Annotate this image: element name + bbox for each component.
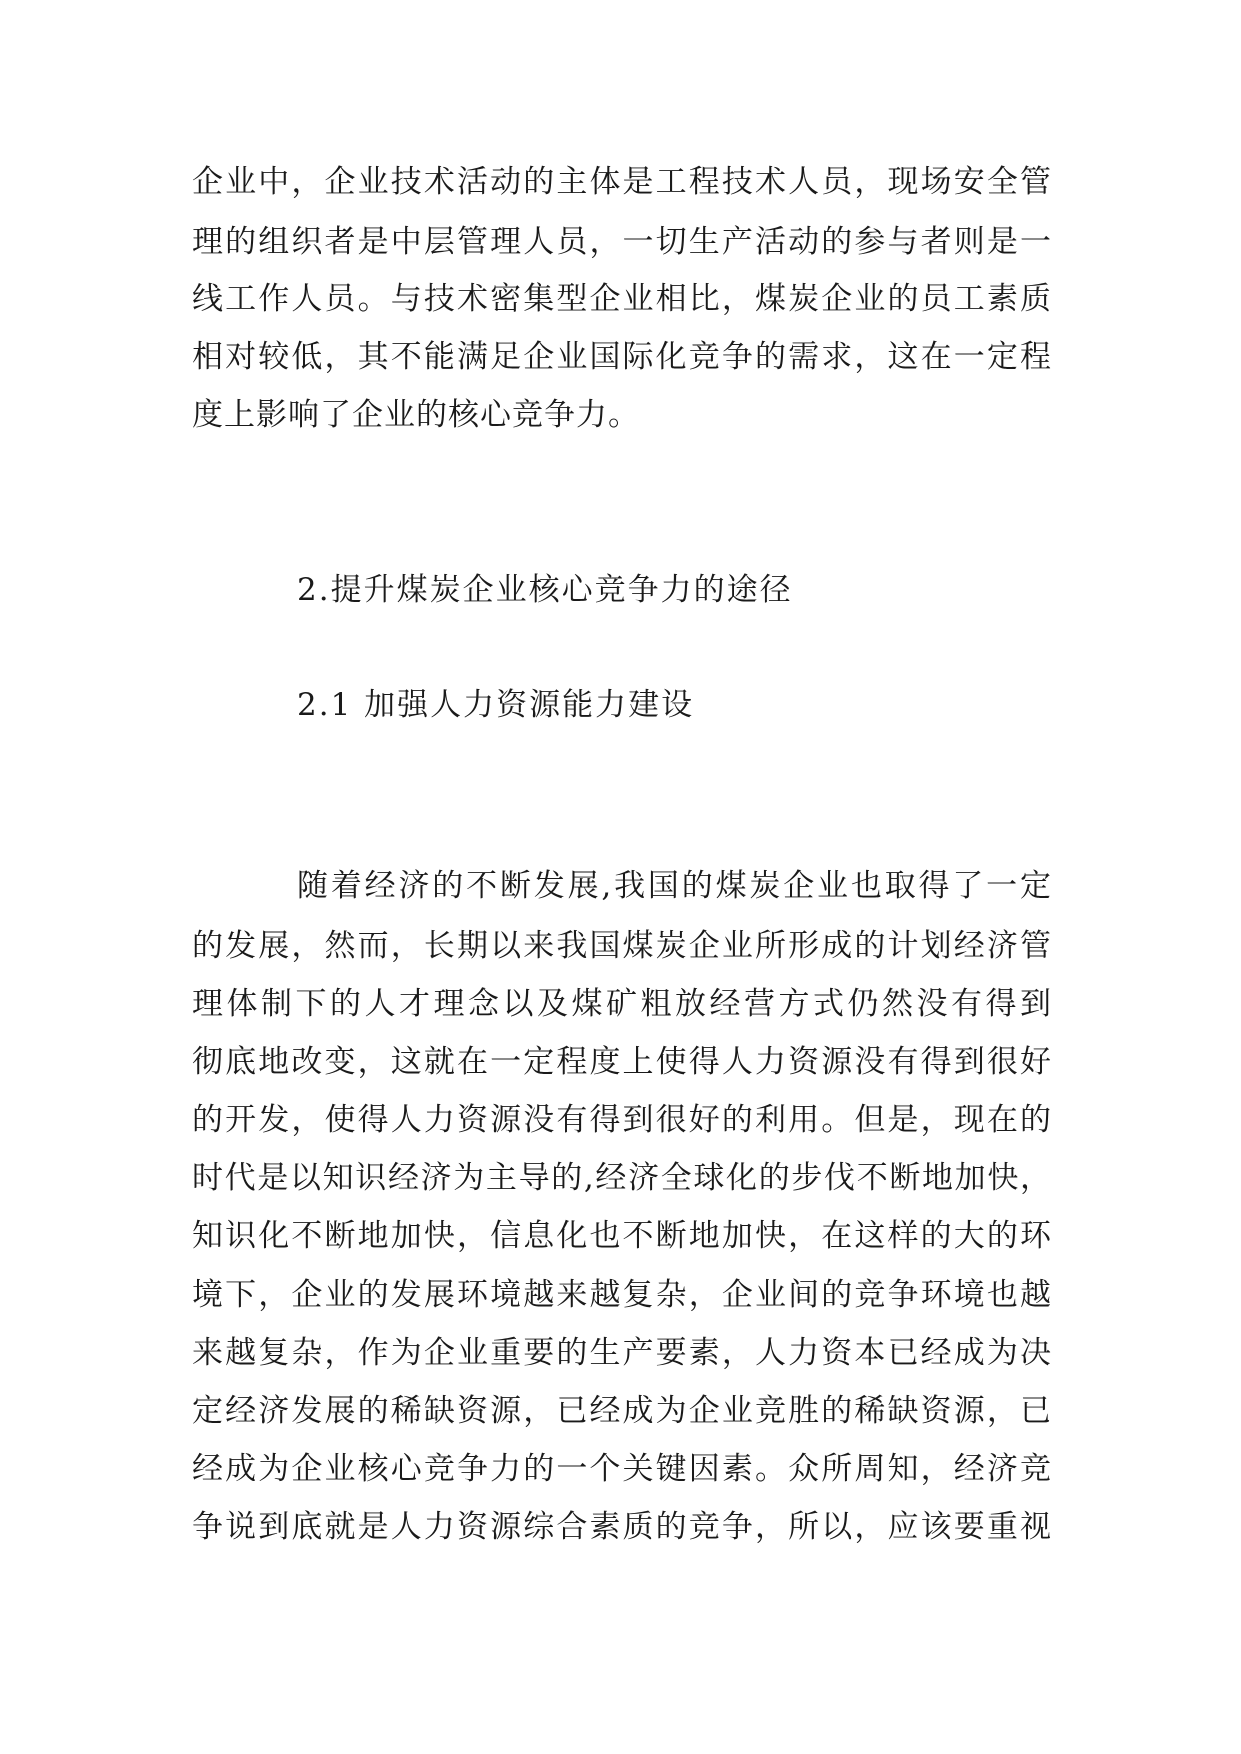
paragraph-line: 的发展，然而，长期以来我国煤炭企业所形成的计划经济管: [192, 928, 1052, 964]
paragraph-line: 境下，企业的发展环境越来越复杂，企业间的竞争环境也越: [192, 1277, 1052, 1313]
paragraph-line: 线工作人员。与技术密集型企业相比，煤炭企业的员工素质: [192, 281, 1052, 317]
paragraph-line: 来越复杂，作为企业重要的生产要素，人力资本已经成为决: [192, 1335, 1052, 1371]
paragraph-line: 彻底地改变，这就在一定程度上使得人力资源没有得到很好: [192, 1044, 1052, 1080]
paragraph-line: 相对较低，其不能满足企业国际化竞争的需求，这在一定程: [192, 339, 1052, 375]
paragraph-line: 随着经济的不断发展,我国的煤炭企业也取得了一定: [297, 868, 1052, 904]
paragraph-line: 的开发，使得人力资源没有得到很好的利用。但是，现在的: [192, 1102, 1052, 1138]
paragraph-line: 理体制下的人才理念以及煤矿粗放经营方式仍然没有得到: [192, 986, 1052, 1022]
paragraph-line: 知识化不断地加快，信息化也不断地加快，在这样的大的环: [192, 1218, 1052, 1254]
paragraph-line: 度上影响了企业的核心竞争力。: [192, 397, 640, 433]
paragraph-line: 争说到底就是人力资源综合素质的竞争，所以，应该要重视: [192, 1509, 1052, 1545]
paragraph-line: 理的组织者是中层管理人员，一切生产活动的参与者则是一: [192, 224, 1052, 260]
section-heading: 2.提升煤炭企业核心竞争力的途径: [297, 572, 793, 608]
paragraph-line: 定经济发展的稀缺资源，已经成为企业竞胜的稀缺资源，已: [192, 1393, 1052, 1429]
paragraph-line: 经成为企业核心竞争力的一个关键因素。众所周知，经济竞: [192, 1451, 1052, 1487]
subsection-heading: 2.1 加强人力资源能力建设: [297, 687, 695, 723]
paragraph-line: 时代是以知识经济为主导的,经济全球化的步伐不断地加快，: [192, 1160, 1052, 1196]
paragraph-line: 企业中，企业技术活动的主体是工程技术人员，现场安全管: [192, 164, 1052, 200]
